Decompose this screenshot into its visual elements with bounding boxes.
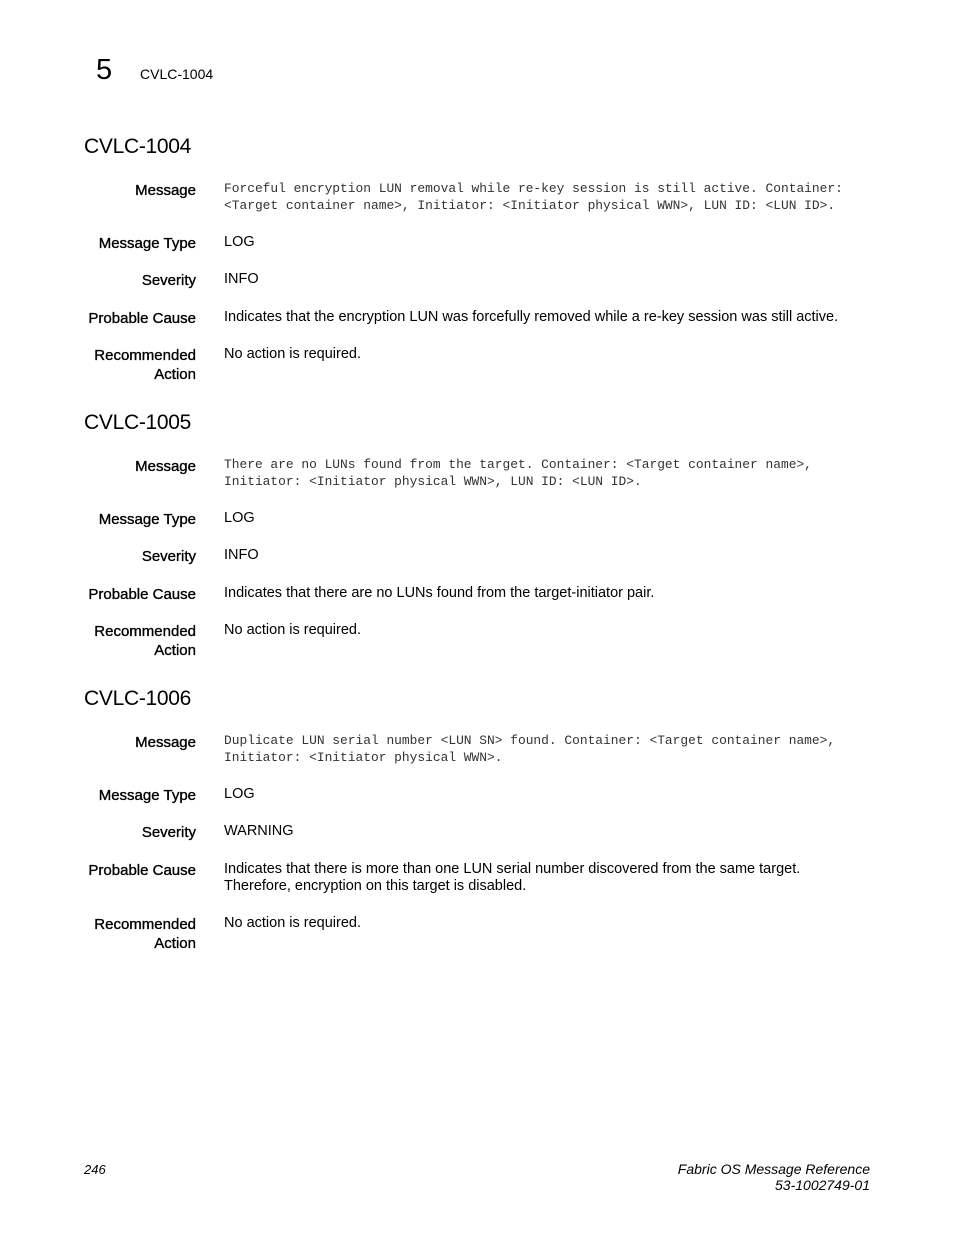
- severity-value: WARNING: [224, 823, 294, 839]
- recommended-label: Recommended: [94, 347, 196, 364]
- message-type-value: LOG: [224, 234, 255, 250]
- action-label: Action: [154, 935, 196, 952]
- probable-cause-label: Probable Cause: [88, 310, 196, 327]
- message-text: There are no LUNs found from the target. Container: <Target container name>, Initiator: <Initiator physical WWN>, LUN ID: <LUN ID>.: [224, 457, 812, 489]
- recommended-action-value: No action is required.: [224, 346, 362, 362]
- action-label: Action: [154, 366, 196, 383]
- severity-value: INFO: [224, 547, 259, 563]
- doc-title: Fabric OS Message Reference: [677, 1161, 870, 1177]
- footer-doc-info: [678, 1161, 870, 1193]
- probable-cause-label: Probable Cause: [88, 586, 196, 603]
- message-type-value: LOG: [224, 786, 255, 802]
- running-title: CVLC-1004: [140, 66, 214, 82]
- message-type-label: Message Type: [98, 511, 196, 528]
- probable-cause-value: Indicates that the encryption LUN was forcefully removed while a re-key session was still active.: [224, 309, 839, 325]
- message-type-label: Message Type: [98, 235, 196, 252]
- doc-number: 53-1002749-01: [775, 1177, 870, 1193]
- severity-label: Severity: [141, 824, 196, 841]
- message-label: Message: [135, 458, 196, 475]
- message-type-value: LOG: [224, 510, 255, 526]
- message-label: Message: [135, 734, 196, 751]
- recommended-action-value: No action is required.: [224, 915, 362, 931]
- chapter-number: 5: [96, 54, 113, 86]
- message-text: Duplicate LUN serial number <LUN SN> found. Container: <Target container name>, Initiator: <Initiator physical WWN>.: [224, 733, 836, 765]
- probable-cause-label: Probable Cause: [88, 862, 196, 879]
- probable-cause-value: Indicates that there is more than one LUN serial number discovered from the same target. Therefore, encryption on this target is disabled.: [224, 861, 801, 894]
- recommended-label: Recommended: [94, 623, 196, 640]
- message-type-label: Message Type: [98, 787, 196, 804]
- message-text: Forceful encryption LUN removal while re-key session is still active. Container: <Target container name>, Initiator: <Initiator physical WWN>, LUN ID: <LUN ID>.: [224, 181, 843, 213]
- entry-title: CVLC-1005: [84, 411, 192, 434]
- recommended-action-value: No action is required.: [224, 622, 362, 638]
- severity-label: Severity: [141, 548, 196, 565]
- severity-value: INFO: [224, 271, 259, 287]
- probable-cause-value: Indicates that there are no LUNs found from the target-initiator pair.: [224, 585, 655, 601]
- message-label: Message: [135, 182, 196, 199]
- severity-label: Severity: [141, 272, 196, 289]
- page-number: 246: [84, 1162, 106, 1177]
- entry-title: CVLC-1004: [84, 135, 192, 158]
- recommended-label: Recommended: [94, 916, 196, 933]
- action-label: Action: [154, 642, 196, 659]
- entry-title: CVLC-1006: [84, 687, 192, 710]
